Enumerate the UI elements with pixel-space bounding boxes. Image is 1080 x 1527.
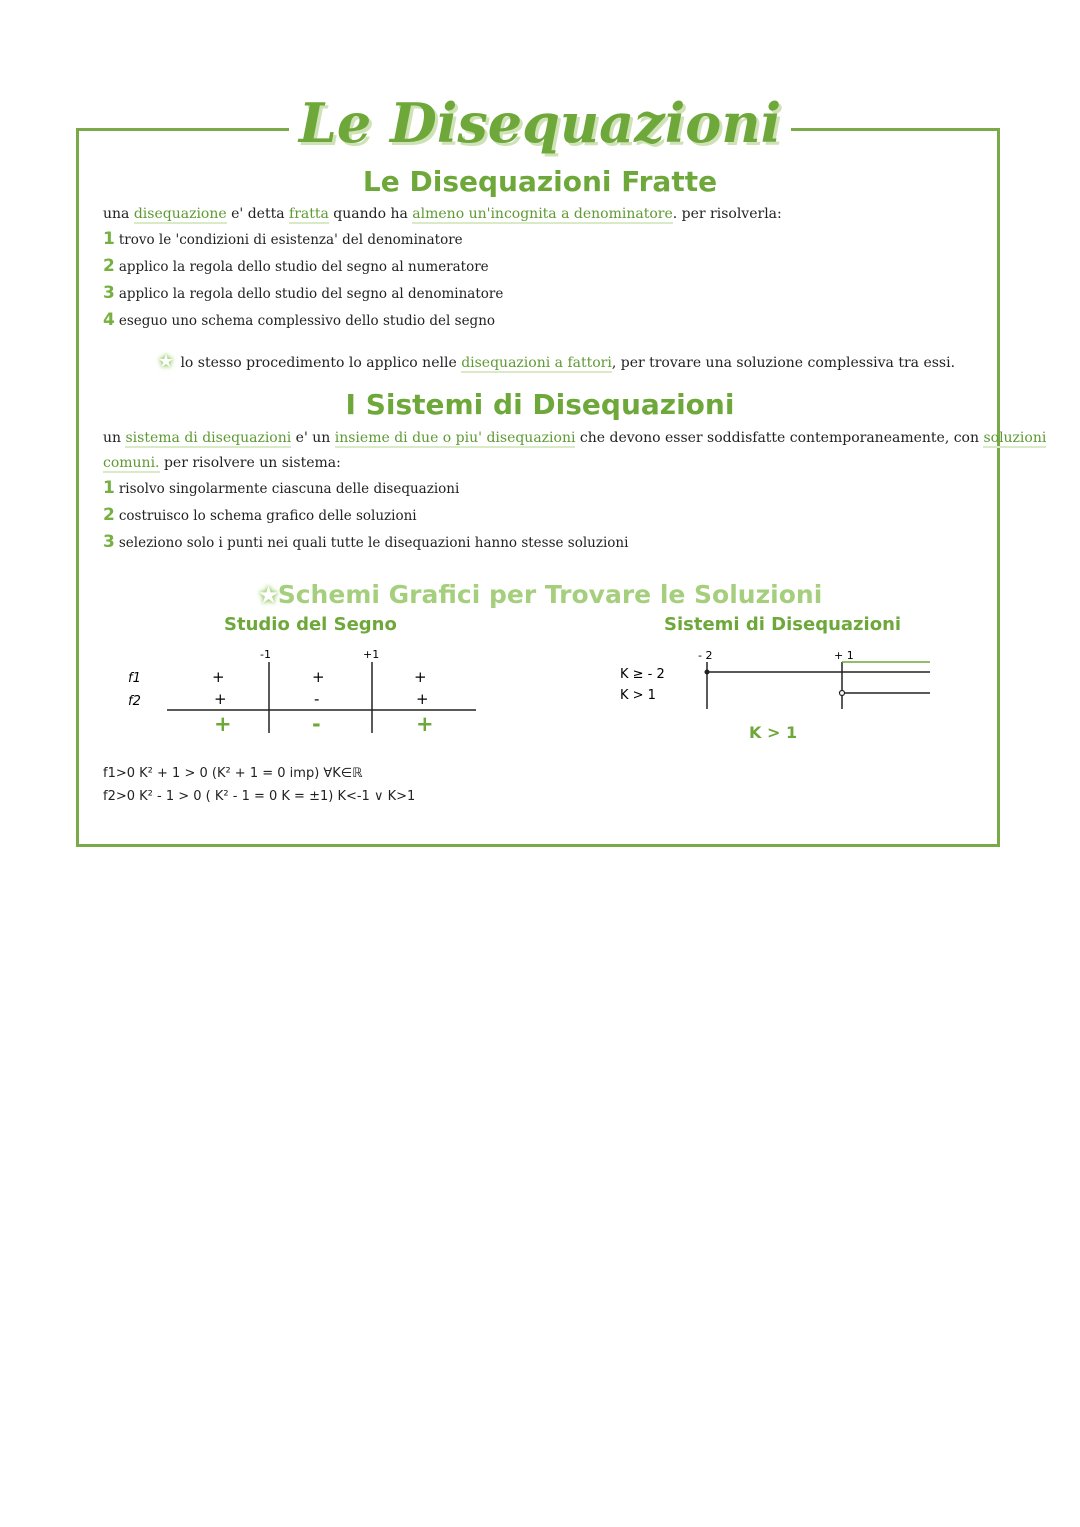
fratte-step <box>103 310 495 330</box>
step-text: eseguo uno schema complessivo dello studio del segno <box>118 313 496 329</box>
highlight-term: disequazioni a fattori <box>461 355 612 371</box>
step-text: applico la regola dello studio del segno al numeratore <box>118 259 489 275</box>
sign-mark: + <box>312 668 325 686</box>
sistemi-intro <box>103 430 1046 446</box>
note-text: lo stesso procedimento lo applico nelle <box>180 355 462 371</box>
intro-text: e' detta <box>226 206 290 222</box>
step-number: 3 <box>103 532 115 552</box>
result-sign: - <box>312 712 321 736</box>
sistemi-intro-cont <box>103 455 341 471</box>
sign-mark: - <box>314 690 320 708</box>
highlight-term: almeno un'incognita a denominatore <box>412 206 673 222</box>
sign-study-diagram <box>120 645 490 740</box>
equation-line-2: f2>0 K² - 1 > 0 ( K² - 1 = 0 K = ±1) K<-1 ∨ K>1 <box>103 789 416 804</box>
point-label: +1 <box>363 648 380 661</box>
sistemi-step <box>103 505 417 525</box>
highlight-term: comuni. <box>103 455 160 471</box>
result-sign: + <box>214 712 232 736</box>
open-point <box>840 691 845 696</box>
section-heading-schemi <box>0 580 1080 609</box>
row-label: f1 <box>128 671 141 686</box>
section-heading-sistemi: I Sistemi di Disequazioni <box>345 388 735 421</box>
step-number: 2 <box>103 256 115 276</box>
sign-mark: + <box>414 668 427 686</box>
intro-text: . per risolverla: <box>672 206 782 222</box>
condition-label: K > 1 <box>620 688 656 703</box>
star-icon: ★ <box>257 581 280 609</box>
closed-point <box>705 670 710 675</box>
intro-text: quando ha <box>328 206 413 222</box>
result-sign: + <box>416 712 434 736</box>
fratte-step <box>103 283 503 303</box>
step-number: 2 <box>103 505 115 525</box>
highlight-term: sistema di disequazioni <box>125 430 292 446</box>
step-number: 3 <box>103 283 115 303</box>
system-result: K > 1 <box>749 723 798 742</box>
fratte-step <box>103 229 463 249</box>
sign-mark: + <box>214 690 227 708</box>
fratte-note <box>156 352 955 372</box>
intro-text: e' un <box>291 430 335 446</box>
step-number: 4 <box>103 310 115 330</box>
section-heading-fratte: Le Disequazioni Fratte <box>362 165 718 198</box>
sistemi-step <box>103 532 628 552</box>
sign-mark: + <box>212 668 225 686</box>
intro-text: una <box>103 206 134 222</box>
step-text: trovo le 'condizioni di esistenza' del denominatore <box>118 232 463 248</box>
highlight-term: fratta <box>289 206 329 222</box>
system-diagram <box>612 645 942 745</box>
intro-text: per risolvere un sistema: <box>159 455 341 471</box>
point-label: -1 <box>260 648 271 661</box>
page-title: Le Disequazioni <box>0 88 1080 158</box>
step-number: 1 <box>103 478 115 498</box>
step-text: costruisco lo schema grafico delle soluzioni <box>118 508 417 524</box>
point-label: - 2 <box>698 649 713 662</box>
note-text: , per trovare una soluzione complessiva tra essi. <box>611 355 956 371</box>
schemi-heading-text: Schemi Grafici per Trovare le Soluzioni <box>277 580 823 609</box>
step-text: seleziono solo i punti nei quali tutte le disequazioni hanno stesse soluzioni <box>118 535 629 551</box>
sistemi-graf-title: Sistemi di Disequazioni <box>664 614 902 635</box>
condition-label: K ≥ - 2 <box>620 667 665 682</box>
intro-text: che devono esser soddisfatte contemporaneamente, con <box>575 430 984 446</box>
sistemi-step <box>103 478 459 498</box>
fratte-step <box>103 256 489 276</box>
step-text: risolvo singolarmente ciascuna delle disequazioni <box>118 481 460 497</box>
equation-line-1: f1>0 K² + 1 > 0 (K² + 1 = 0 imp) ∀K∈ℝ <box>103 766 363 781</box>
row-label: f2 <box>128 694 141 709</box>
highlight-term: disequazione <box>133 206 227 222</box>
intro-text: un <box>103 430 126 446</box>
point-label: + 1 <box>834 649 854 662</box>
step-text: applico la regola dello studio del segno al denominatore <box>118 286 504 302</box>
highlight-term: insieme di due o piu' disequazioni <box>334 430 576 446</box>
fratte-intro <box>103 206 782 222</box>
sign-mark: + <box>416 690 429 708</box>
highlight-term: soluzioni <box>983 430 1047 446</box>
step-number: 1 <box>103 229 115 249</box>
segno-title: Studio del Segno <box>224 614 397 635</box>
star-icon: ★ <box>157 351 175 372</box>
